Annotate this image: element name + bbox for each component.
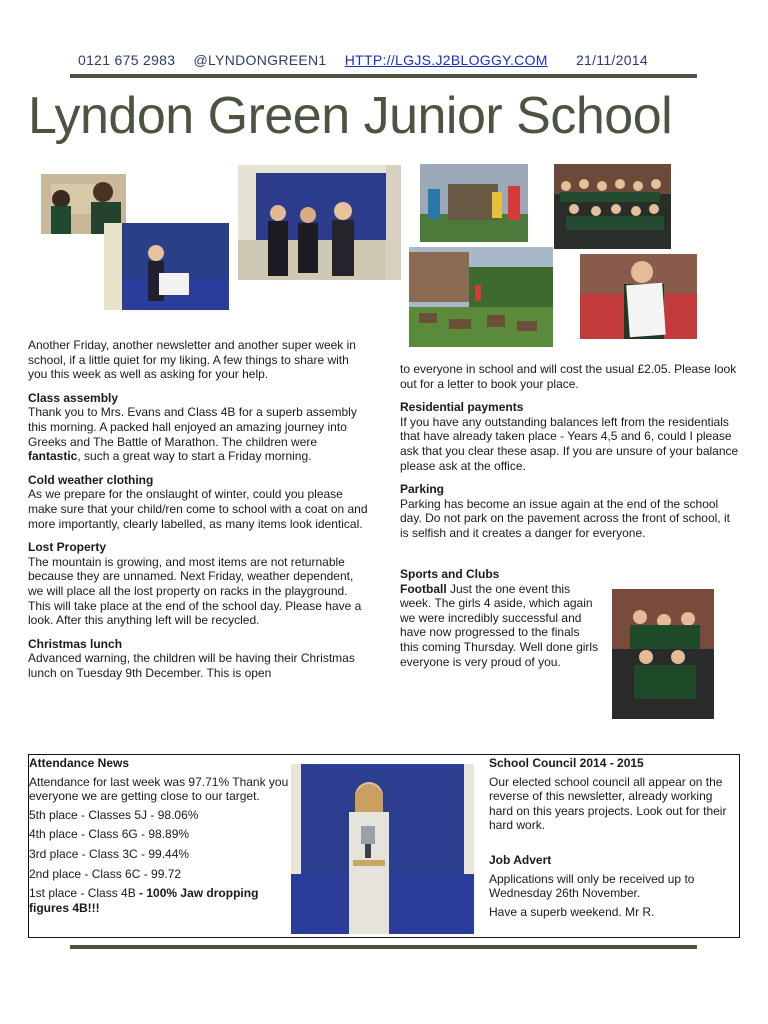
assembly-text-a: Thank you to Mrs. Evans and Class 4B for a superb assembly this morning. A packed hall enjoyed an amazing journey into Greeks and The Battle of Marathon. The children were bbox=[28, 405, 357, 449]
residential-heading: Residential payments bbox=[400, 400, 524, 415]
twitter-handle: @LYNDONGREEN1 bbox=[193, 52, 327, 68]
attendance-place: 3rd place - Class 3C - 99.44% bbox=[29, 846, 190, 861]
clothing-paragraph: As we prepare for the onslaught of winter, could you please make sure that your child/ren come to school with a coat on and more importantly, clearly labelled, as many items look identical. bbox=[28, 487, 368, 531]
job-advert-heading: Job Advert bbox=[489, 852, 552, 867]
attendance-place: 2nd place - Class 6C - 99.72 bbox=[29, 866, 182, 881]
attendance-heading: Attendance News bbox=[29, 756, 130, 770]
photo-girl-letter bbox=[580, 254, 697, 339]
school-council-text: Our elected school council all appear on the reverse of this newsletter, already working hard on this years projects. Look out for their hard work. bbox=[489, 774, 727, 833]
job-advert-text: Applications will only be received up to Wednesday 26th November. bbox=[489, 871, 695, 901]
assembly-emphasis: fantastic bbox=[28, 449, 78, 464]
assembly-heading: Class assembly bbox=[28, 390, 119, 405]
assembly-paragraph bbox=[28, 405, 368, 463]
attendance-place: 5th place - Classes 5J - 98.06% bbox=[29, 807, 199, 822]
first-place-emphasis: - 100% Jaw dropping figures 4B!!! bbox=[29, 886, 259, 915]
photo-outdoor-play bbox=[420, 164, 528, 242]
newsletter-date: 21/11/2014 bbox=[575, 52, 648, 68]
attendance-first-place bbox=[29, 886, 291, 915]
sports-section bbox=[400, 567, 600, 678]
intro-paragraph: Another Friday, another newsletter and another super week in school, if a little quiet for my liking. A few things to share with you this week as well as asking for your help. bbox=[28, 338, 356, 382]
school-council-section bbox=[489, 756, 735, 923]
sports-heading: Sports and Clubs bbox=[400, 567, 500, 581]
header-divider bbox=[70, 74, 697, 78]
christmas-lunch-heading: Christmas lunch bbox=[28, 636, 123, 651]
right-column bbox=[400, 362, 740, 550]
photo-assembly-children bbox=[238, 165, 401, 280]
sports-text: Just the one event this week. The girls 4 aside, which again we were incredibly successful and have now progressed to the finals this coming Thursday. Well done girls everyone is very proud of you. bbox=[400, 581, 599, 669]
left-column bbox=[28, 338, 368, 689]
phone-number: 0121 675 2983 bbox=[78, 52, 176, 68]
lost-property-paragraph: The mountain is growing, and most items are not returnable because they are unnamed. Next Friday, weather dependent, we will place all the lost property on racks in the playground. This will take place at the end of the school day. Please have a look. After this anything left will be recycled. bbox=[28, 554, 362, 628]
contact-line bbox=[78, 52, 662, 68]
sports-football-label: Football bbox=[400, 581, 447, 596]
attendance-section bbox=[29, 756, 291, 920]
attendance-place: 4th place - Class 6G - 98.89% bbox=[29, 827, 190, 842]
school-council-heading: School Council 2014 - 2015 bbox=[489, 756, 644, 770]
christmas-lunch-paragraph: Advanced warning, the children will be having their Christmas lunch on Tuesday 9th December. This is open bbox=[28, 651, 355, 680]
photo-certificate-girl bbox=[104, 223, 229, 310]
website-link[interactable]: HTTP://LGJS.J2BLOGGY.COM bbox=[344, 52, 548, 68]
signoff-text: Have a superb weekend. Mr R. bbox=[489, 904, 655, 919]
residential-paragraph: If you have any outstanding balances left from the residentials that have already taken place - Years 4,5 and 6, could I please ask that you clear these asap. If you are unsure of your balance please ask at the office. bbox=[400, 414, 739, 473]
attendance-text: Attendance for last week was 97.71% Thank you everyone we are getting close to our target. bbox=[29, 774, 289, 804]
sports-paragraph bbox=[400, 582, 600, 670]
clothing-heading: Cold weather clothing bbox=[28, 472, 154, 487]
footer-divider bbox=[70, 945, 697, 949]
photo-trophy-girl bbox=[291, 764, 474, 934]
first-place-text: 1st place - Class 4B bbox=[29, 886, 140, 901]
photo-playground-logs bbox=[409, 247, 553, 347]
photo-football-team bbox=[612, 589, 714, 719]
lost-property-heading: Lost Property bbox=[28, 540, 107, 555]
photo-group-hall bbox=[554, 164, 671, 249]
parking-heading: Parking bbox=[400, 482, 445, 497]
page-title: Lyndon Green Junior School bbox=[28, 87, 673, 145]
assembly-text-b: , such a great way to start a Friday morning. bbox=[77, 449, 312, 464]
christmas-lunch-continued: to everyone in school and will cost the usual £2.05. Please look out for a letter to book your place. bbox=[400, 362, 737, 391]
parking-paragraph: Parking has become an issue again at the end of the school day. Do not park on the pavement across the front of school, it is selfish and it creates a danger for everyone. bbox=[400, 496, 730, 540]
